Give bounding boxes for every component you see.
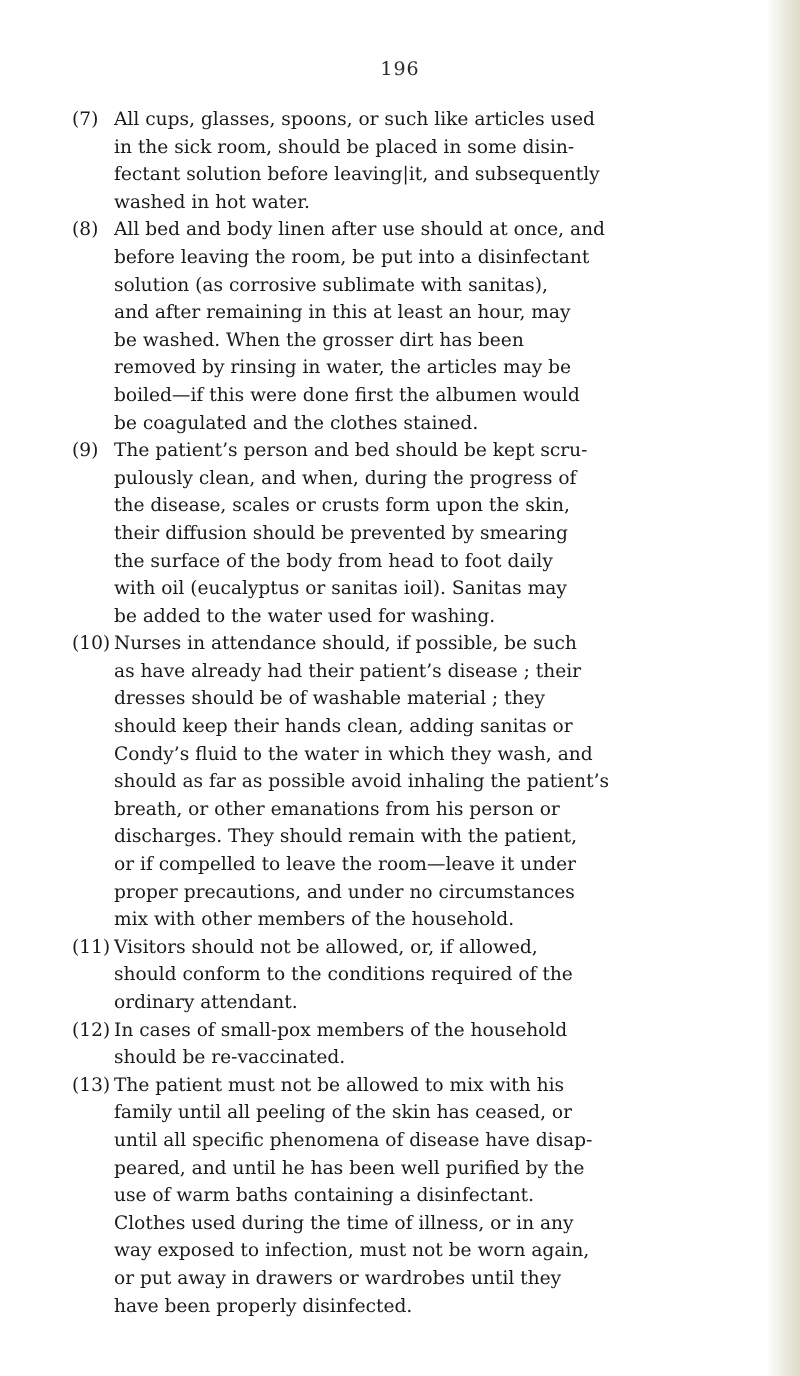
text-line: or put away in drawers or wardrobes until they (114, 1267, 562, 1289)
text-line: The patient must not be allowed to mix with his (114, 1074, 565, 1096)
text-line: or if compelled to leave the room—leave it under (114, 854, 577, 876)
page-number: 196 (380, 58, 420, 80)
text-line: boiled—if this were done first the albumen would (114, 384, 580, 406)
text-line: Visitors should not be allowed, or, if allowed, (114, 936, 538, 958)
text-line: the disease, scales or crusts form upon the skin, (114, 495, 570, 517)
text-line: removed by rinsing in water, the articles may be (114, 357, 572, 379)
rule-number: (13) (72, 1074, 111, 1096)
rule-10 (72, 630, 772, 934)
text-line: breath, or other emanations from his person or (114, 798, 560, 820)
rule-text (114, 106, 772, 216)
rule-text (114, 1072, 772, 1320)
text-line: until all specific phenomena of disease have disap- (114, 1129, 593, 1151)
text-line: with oil (eucalyptus or sanitas ioil). Sanitas may (114, 578, 567, 600)
rule-8 (72, 216, 772, 437)
rule-12 (72, 1017, 772, 1072)
text-line: as have already had their patient’s disease ; their (114, 660, 582, 682)
text-line: should conform to the conditions required of the (114, 964, 573, 986)
text-line: should be re-vaccinated. (114, 1047, 346, 1069)
rule-number: (8) (72, 219, 99, 241)
text-line: proper precautions, and under no circumstances (114, 881, 575, 903)
text-line: ordinary attendant. (114, 992, 298, 1013)
rule-number: (10) (72, 633, 111, 655)
text-line: mix with other members of the household. (114, 909, 515, 931)
text-line: should as far as possible avoid inhaling the patient’s (114, 771, 610, 793)
rule-number: (11) (72, 936, 111, 958)
text-line: washed in hot water. (114, 191, 310, 213)
rule-number: (7) (72, 109, 99, 130)
text-line: In cases of small-pox members of the household (114, 1019, 568, 1041)
text-line: before leaving the room, be put into a disinfectant (114, 246, 590, 268)
rule-text (114, 437, 772, 630)
text-line: be added to the water used for washing. (114, 605, 496, 627)
rule-text (114, 1017, 772, 1072)
rule-text (114, 216, 772, 437)
text-line: Clothes used during the time of illness, or in any (114, 1212, 574, 1234)
text-line: All cups, glasses, spoons, or such like articles used (114, 109, 595, 130)
text-line: peared, and until he has been well purified by the (114, 1157, 585, 1179)
text-line: their diffusion should be prevented by smearing (114, 522, 568, 544)
text-line: pulously clean, and when, during the progress of (114, 467, 577, 489)
rule-text (114, 630, 772, 934)
text-line: All bed and body linen after use should at once, and (114, 219, 605, 241)
rules-list (72, 106, 772, 1320)
text-line: discharges. They should remain with the patient, (114, 826, 578, 848)
text-line: be coagulated and the clothes stained. (114, 412, 479, 434)
text-line: should keep their hands clean, adding sanitas or (114, 716, 573, 738)
rule-9 (72, 437, 772, 630)
text-line: be washed. When the grosser dirt has been (114, 329, 524, 351)
text-line: fectant solution before leaving|it, and subsequently (114, 164, 600, 186)
text-line: family until all peeling of the skin has ceased, or (114, 1102, 572, 1124)
text-line: Condy’s fluid to the water in which they wash, and (114, 743, 593, 765)
rule-number: (9) (72, 440, 99, 462)
text-line: way exposed to infection, must not be worn again, (114, 1240, 590, 1262)
text-line: and after remaining in this at least an hour, may (114, 302, 571, 324)
rule-11 (72, 934, 772, 1017)
text-line: in the sick room, should be placed in some disin- (114, 136, 575, 158)
text-line: have been properly disinfected. (114, 1295, 413, 1317)
text-line: dresses should be of washable material ; they (114, 688, 546, 710)
rule-13 (72, 1072, 772, 1320)
text-line: The patient’s person and bed should be kept scru- (114, 440, 588, 462)
text-line: solution (as corrosive sublimate with sanitas), (114, 274, 548, 296)
rule-7 (72, 106, 772, 216)
rule-number: (12) (72, 1019, 111, 1041)
rule-text (114, 934, 772, 1017)
text-line: use of warm baths containing a disinfectant. (114, 1185, 535, 1207)
text-line: Nurses in attendance should, if possible, be such (114, 633, 577, 655)
text-line: the surface of the body from head to foot daily (114, 550, 553, 572)
